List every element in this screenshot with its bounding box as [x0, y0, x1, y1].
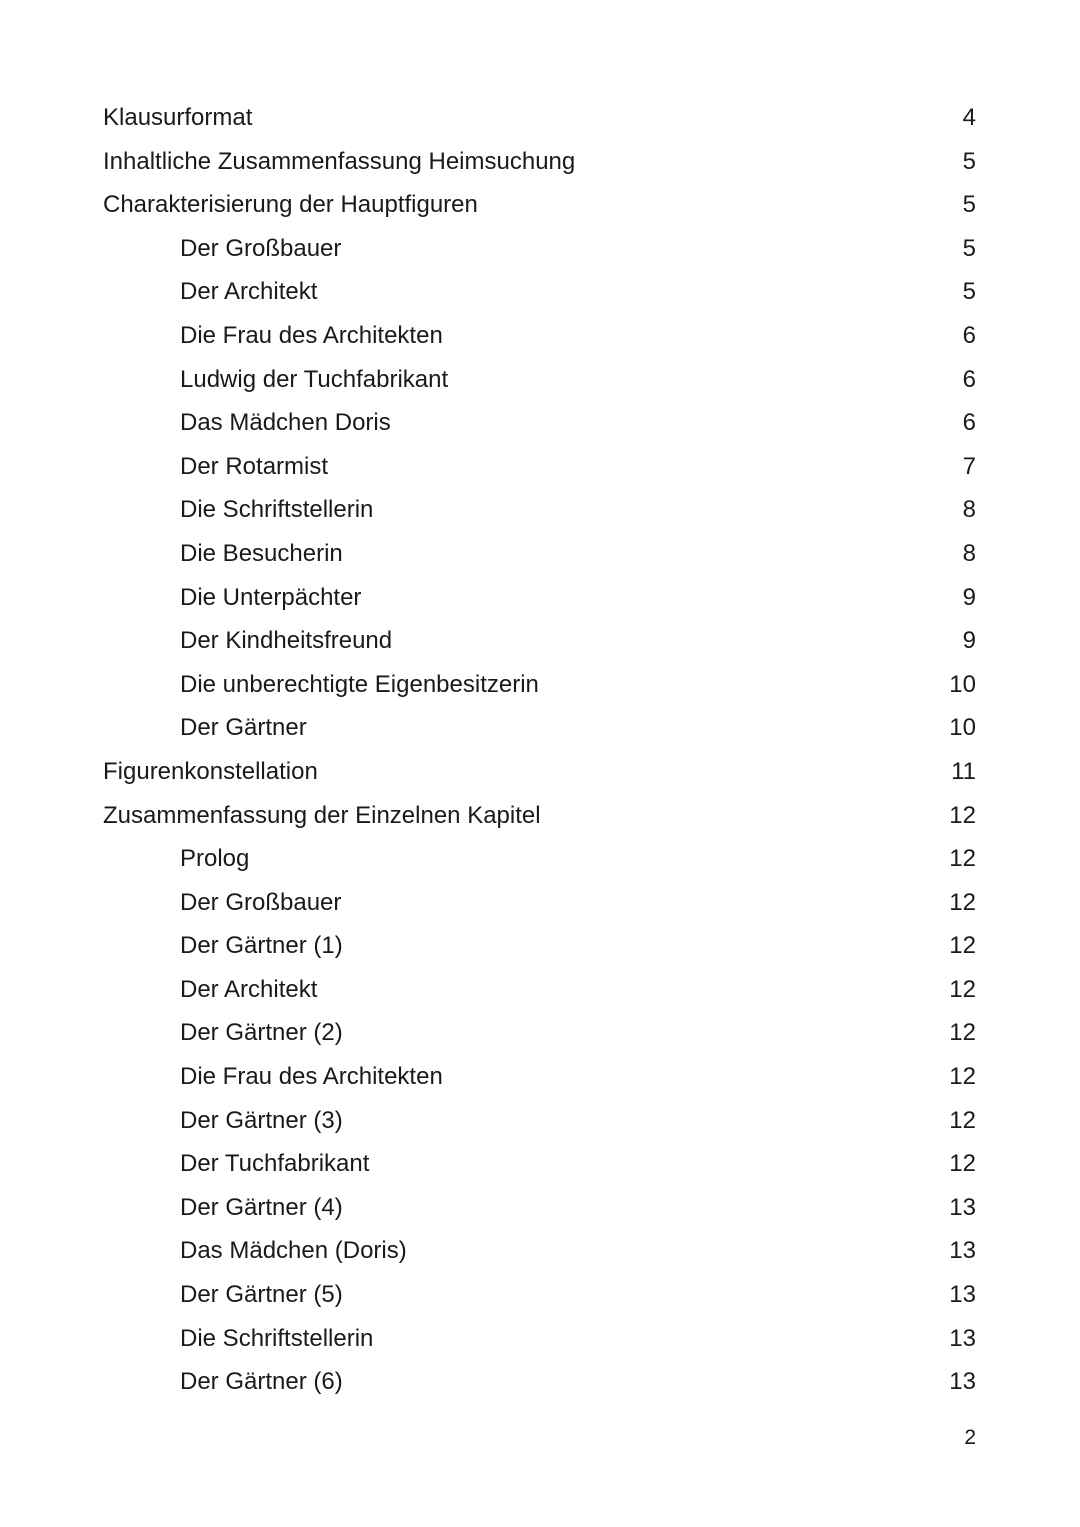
toc-entry — [0, 1099, 1080, 1143]
toc-entry-title: Der Kindheitsfreund — [180, 627, 393, 655]
toc-entry-title: Ludwig der Tuchfabrikant — [180, 365, 449, 393]
toc-entry-title: Der Rotarmist — [180, 452, 329, 480]
toc-entry — [0, 183, 1080, 227]
toc-entry — [0, 140, 1080, 184]
toc-entry-page: 12 — [949, 1019, 976, 1047]
toc-entry-page: 5 — [962, 278, 976, 306]
toc-entry — [0, 488, 1080, 532]
toc-entry-page: 9 — [962, 627, 976, 655]
table-of-contents — [0, 96, 1080, 1404]
toc-entry-page: 7 — [962, 452, 976, 480]
toc-entry — [0, 1229, 1080, 1273]
toc-entry-title: Der Großbauer — [180, 234, 342, 262]
toc-entry — [0, 663, 1080, 707]
toc-entry-title: Das Mädchen Doris — [180, 409, 391, 437]
toc-entry-title: Der Gärtner (6) — [180, 1368, 343, 1396]
toc-entry-title: Inhaltliche Zusammenfassung Heimsuchung — [103, 147, 576, 175]
toc-entry-title: Klausurformat — [103, 104, 253, 131]
toc-entry-page: 6 — [962, 365, 976, 393]
toc-entry — [0, 314, 1080, 358]
toc-entry-page: 10 — [949, 670, 976, 698]
toc-entry-title: Die Schriftstellerin — [180, 1324, 374, 1352]
toc-entry — [0, 445, 1080, 489]
toc-entry — [0, 968, 1080, 1012]
toc-entry-title: Das Mädchen (Doris) — [180, 1237, 407, 1265]
toc-entry-page: 12 — [949, 1150, 976, 1178]
toc-entry-title: Die Schriftstellerin — [180, 496, 374, 524]
toc-entry-page: 12 — [949, 1106, 976, 1134]
toc-entry — [0, 794, 1080, 838]
toc-entry — [0, 619, 1080, 663]
toc-entry-page: 9 — [962, 583, 976, 611]
toc-entry-page: 13 — [949, 1324, 976, 1352]
toc-entry-title: Prolog — [180, 845, 250, 873]
toc-entry-page: 13 — [949, 1193, 976, 1221]
toc-entry-title: Der Großbauer — [180, 888, 342, 916]
toc-entry-title: Der Gärtner (1) — [180, 932, 343, 960]
toc-entry-page: 6 — [962, 321, 976, 349]
toc-entry-title: Charakterisierung der Hauptfiguren — [103, 191, 478, 219]
toc-entry-page: 12 — [949, 932, 976, 960]
toc-entry-page: 11 — [951, 757, 976, 785]
toc-entry-title: Der Architekt — [180, 975, 318, 1003]
toc-entry — [0, 1142, 1080, 1186]
toc-entry-title: Der Gärtner (3) — [180, 1106, 343, 1134]
toc-entry-page: 13 — [949, 1368, 976, 1396]
toc-entry — [0, 1011, 1080, 1055]
toc-entry — [0, 1360, 1080, 1404]
toc-entry — [0, 1273, 1080, 1317]
toc-entry-page: 5 — [962, 191, 976, 219]
toc-entry-title: Die Besucherin — [180, 539, 343, 567]
toc-entry-title: Die Unterpächter — [180, 583, 362, 611]
toc-entry-title: Die unberechtigte Eigenbesitzerin — [180, 670, 539, 698]
toc-entry — [0, 1186, 1080, 1230]
toc-entry-page: 12 — [949, 888, 976, 916]
toc-entry-title: Figurenkonstellation — [103, 757, 318, 785]
toc-entry — [0, 706, 1080, 750]
page-number: 2 — [964, 1426, 976, 1449]
toc-entry-title: Der Tuchfabrikant — [180, 1150, 370, 1178]
toc-entry-title: Die Frau des Architekten — [180, 321, 443, 349]
toc-entry — [0, 227, 1080, 271]
toc-entry-title: Der Gärtner (4) — [180, 1193, 343, 1221]
toc-entry-page: 4 — [962, 104, 976, 131]
toc-entry — [0, 358, 1080, 402]
toc-entry-page: 10 — [949, 714, 976, 742]
toc-entry-title: Die Frau des Architekten — [180, 1063, 443, 1091]
toc-entry — [0, 270, 1080, 314]
toc-entry — [0, 576, 1080, 620]
toc-entry — [0, 1055, 1080, 1099]
toc-entry — [0, 96, 1080, 140]
toc-entry — [0, 881, 1080, 925]
toc-entry — [0, 401, 1080, 445]
toc-entry — [0, 924, 1080, 968]
toc-entry-title: Der Gärtner — [180, 714, 307, 742]
toc-entry-title: Der Gärtner (2) — [180, 1019, 343, 1047]
toc-entry — [0, 750, 1080, 794]
toc-entry-page: 8 — [962, 496, 976, 524]
toc-entry — [0, 532, 1080, 576]
toc-entry-page: 12 — [949, 1063, 976, 1091]
toc-entry-page: 12 — [949, 801, 976, 829]
toc-entry-title: Zusammenfassung der Einzelnen Kapitel — [103, 801, 541, 829]
toc-entry-page: 12 — [949, 845, 976, 873]
toc-entry-title: Der Architekt — [180, 278, 318, 306]
toc-entry-page: 13 — [949, 1237, 976, 1265]
toc-entry-title: Der Gärtner (5) — [180, 1281, 343, 1309]
toc-entry-page: 8 — [962, 539, 976, 567]
toc-entry-page: 13 — [949, 1281, 976, 1309]
toc-entry-page: 12 — [949, 975, 976, 1003]
toc-entry-page: 6 — [962, 409, 976, 437]
toc-entry — [0, 837, 1080, 881]
toc-entry — [0, 1317, 1080, 1361]
toc-entry-page: 5 — [962, 147, 976, 175]
toc-entry-page: 5 — [962, 234, 976, 262]
